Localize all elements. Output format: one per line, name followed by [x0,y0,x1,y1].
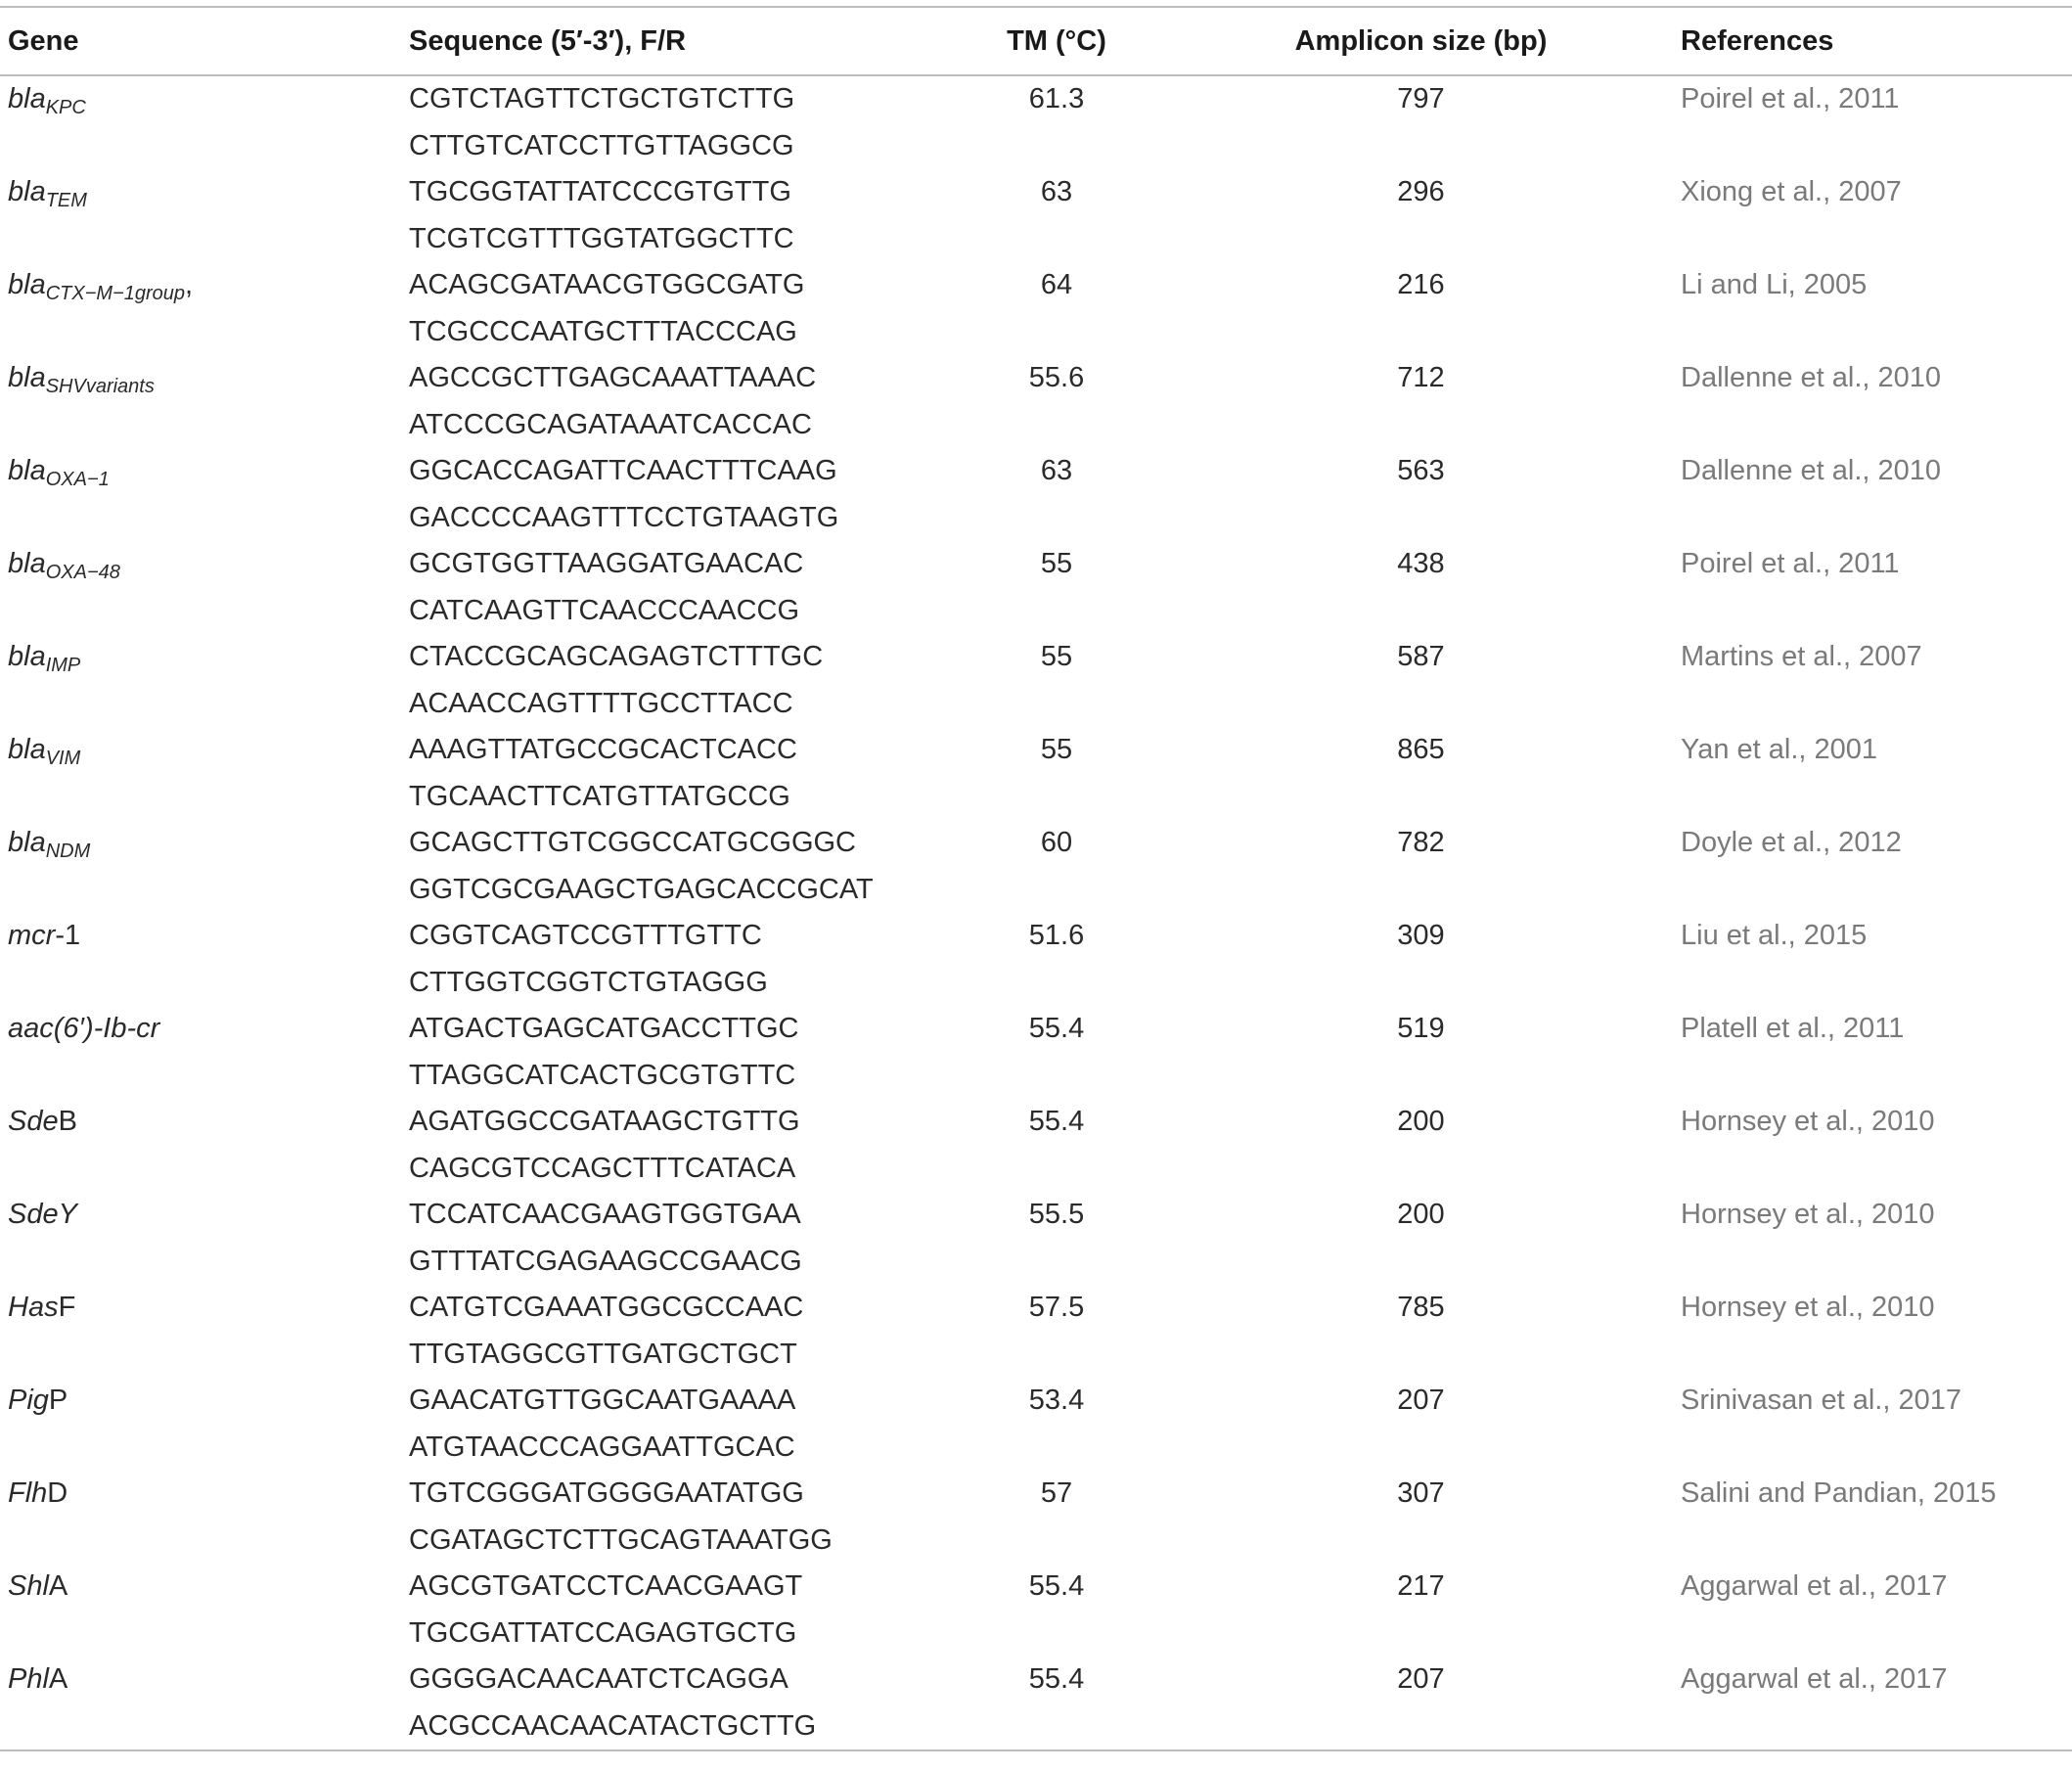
table-row-reverse [0,1239,2072,1286]
gene-name-italic: bla [8,269,46,301]
reference-cell-empty [1673,216,2072,263]
gene-name-italic: bla [8,455,46,487]
gene-cell-empty [0,123,401,170]
tm-cell: 51.6 [1028,920,1085,952]
gene-cell [0,262,401,309]
tm-cell-empty [944,1146,1169,1193]
gene-cell [0,820,401,867]
gene-subscript: VIM [45,748,81,770]
tm-cell: 63 [1040,455,1073,487]
gene-name-italic: bla [8,734,46,766]
gene-name-italic: Phl [8,1663,49,1696]
gene-cell [0,727,401,774]
reference-cell: Hornsey et al., 2010 [1681,1292,1935,1324]
gene-cell [0,1657,401,1703]
sequence-forward: GGCACCAGATTCAACTTTCAAG [409,455,837,487]
gene-subscript: IMP [45,655,81,677]
amplicon-cell: 782 [1397,827,1445,859]
reference-cell: Hornsey et al., 2010 [1681,1199,1935,1231]
gene-name-italic: Shl [8,1570,49,1603]
gene-name-plain: P [48,1385,68,1417]
gene-cell-empty [0,681,401,728]
amplicon-cell-empty [1169,681,1673,728]
gene-subscript: CTX−M−1group [45,283,185,305]
gene-name-italic: mcr [8,920,56,952]
gene-subscript: OXA−1 [45,469,110,491]
sequence-forward: GAACATGTTGGCAATGAAAA [409,1385,796,1417]
sequence-forward: GCGTGGTTAAGGATGAACAC [409,548,804,580]
amplicon-cell-empty [1169,309,1673,356]
reference-cell: Poirel et al., 2011 [1681,548,1900,580]
table-row-reverse [0,123,2072,170]
header-references: References [1673,7,2072,75]
reference-cell-empty [1673,123,2072,170]
reference-cell: Martins et al., 2007 [1681,641,1922,673]
table-body [0,75,2072,1750]
tm-cell-empty [944,867,1169,914]
reference-cell: Dallenne et al., 2010 [1681,362,1942,394]
tm-cell: 55 [1040,641,1073,673]
gene-cell [0,1192,401,1239]
gene-cell [0,1006,401,1053]
sequence-reverse: TGCAACTTCATGTTATGCCG [409,780,790,812]
amplicon-cell-empty [1169,1146,1673,1193]
tm-cell-empty [944,774,1169,821]
gene-name-plain: -1 [55,920,81,952]
table-row [0,1657,2072,1703]
gene-cell-empty [0,1425,401,1472]
gene-name-plain: B [58,1106,77,1138]
sequence-reverse: TTAGGCATCACTGCGTGTTC [409,1059,796,1091]
gene-cell-empty [0,1053,401,1100]
table-row [0,262,2072,309]
gene-name-italic: Sde [8,1106,59,1138]
reference-cell-empty [1673,1518,2072,1565]
gene-cell-empty [0,1239,401,1286]
sequence-forward: AGCCGCTTGAGCAAATTAAAC [409,362,817,394]
sequence-reverse: GGTCGCGAAGCTGAGCACCGCAT [409,873,874,905]
sequence-forward: TGCGGTATTATCCCGTGTTG [409,176,791,208]
table-row-reverse [0,495,2072,542]
amplicon-cell: 207 [1397,1385,1445,1417]
tm-cell: 63 [1040,176,1073,208]
gene-name-plain: D [47,1477,68,1510]
sequence-reverse: TTGTAGGCGTTGATGCTGCT [409,1338,797,1370]
reference-cell-empty [1673,1053,2072,1100]
reference-cell: Li and Li, 2005 [1681,269,1868,301]
table-row [0,1006,2072,1053]
table-row [0,727,2072,774]
tm-cell: 60 [1040,827,1073,859]
amplicon-cell-empty [1169,123,1673,170]
tm-cell: 55.4 [1028,1570,1085,1603]
reference-cell-empty [1673,495,2072,542]
gene-cell [0,1099,401,1146]
header-tm: TM (°C) [944,7,1169,75]
amplicon-cell: 438 [1397,548,1445,580]
amplicon-cell-empty [1169,1611,1673,1657]
reference-cell-empty [1673,681,2072,728]
amplicon-cell-empty [1169,1518,1673,1565]
table-row-reverse [0,1053,2072,1100]
reference-cell-empty [1673,402,2072,449]
gene-cell-empty [0,1703,401,1751]
gene-cell [0,1285,401,1332]
tm-cell-empty [944,402,1169,449]
reference-cell-empty [1673,1425,2072,1472]
header-gene: Gene [0,7,401,75]
gene-name-italic: SdeY [8,1199,77,1231]
table-row [0,541,2072,588]
amplicon-cell-empty [1169,1703,1673,1751]
table-row-reverse [0,588,2072,635]
table-row-reverse [0,309,2072,356]
reference-cell: Srinivasan et al., 2017 [1681,1385,1961,1417]
gene-name-italic: bla [8,176,46,208]
table-row-reverse [0,216,2072,263]
reference-cell: Poirel et al., 2011 [1681,83,1900,115]
gene-cell-empty [0,867,401,914]
gene-name-italic: Flh [8,1477,48,1510]
sequence-forward: CTACCGCAGCAGAGTCTTTGC [409,641,824,673]
amplicon-cell-empty [1169,960,1673,1007]
tm-cell-empty [944,495,1169,542]
amplicon-cell-empty [1169,588,1673,635]
table-row [0,1285,2072,1332]
reference-cell-empty [1673,1146,2072,1193]
amplicon-cell: 217 [1397,1570,1445,1603]
amplicon-cell-empty [1169,1239,1673,1286]
gene-cell-empty [0,1611,401,1657]
tm-cell-empty [944,1703,1169,1751]
amplicon-cell: 785 [1397,1292,1445,1324]
table-row [0,355,2072,402]
gene-name-italic: bla [8,548,46,580]
tm-cell: 55.5 [1028,1199,1085,1231]
amplicon-cell: 712 [1397,362,1445,394]
sequence-reverse: ACAACCAGTTTTGCCTTACC [409,687,793,719]
tm-cell-empty [944,1053,1169,1100]
amplicon-cell-empty [1169,1332,1673,1379]
gene-subscript: KPC [45,97,86,119]
sequence-reverse: CTTGGTCGGTCTGTAGGG [409,966,768,998]
gene-cell-empty [0,495,401,542]
sequence-forward: GGGGACAACAATCTCAGGA [409,1663,788,1696]
table-row-reverse [0,1425,2072,1472]
table-row-reverse [0,960,2072,1007]
table-row [0,634,2072,681]
gene-name-italic: aac(6′)-Ib-cr [8,1013,160,1045]
gene-name-italic: bla [8,827,46,859]
tm-cell-empty [944,1239,1169,1286]
tm-cell-empty [944,1332,1169,1379]
sequence-reverse: CATCAAGTTCAACCCAACCG [409,594,800,626]
gene-cell-empty [0,402,401,449]
reference-cell: Doyle et al., 2012 [1681,827,1902,859]
table-row-reverse [0,1332,2072,1379]
sequence-forward: TGTCGGGATGGGGAATATGG [409,1477,804,1510]
gene-name-plain: A [48,1570,68,1603]
gene-cell-empty [0,1332,401,1379]
gene-cell-empty [0,216,401,263]
gene-cell [0,1564,401,1611]
gene-cell [0,355,401,402]
sequence-reverse: CGATAGCTCTTGCAGTAAATGG [409,1523,833,1556]
gene-name-plain: , [185,269,194,301]
gene-name-italic: Pig [8,1385,49,1417]
reference-cell-empty [1673,1611,2072,1657]
table-row [0,1564,2072,1611]
tm-cell: 57 [1040,1477,1073,1510]
reference-cell-empty [1673,1239,2072,1286]
primer-table [0,6,2072,1751]
header-row [0,7,2072,75]
tm-cell: 64 [1040,269,1073,301]
gene-cell [0,1471,401,1518]
sequence-reverse: CTTGTCATCCTTGTTAGGCG [409,129,794,161]
reference-cell-empty [1673,867,2072,914]
sequence-forward: GCAGCTTGTCGGCCATGCGGGC [409,827,857,859]
table-row [0,1471,2072,1518]
tm-cell-empty [944,681,1169,728]
sequence-forward: ACAGCGATAACGTGGCGATG [409,269,805,301]
sequence-reverse: TCGCCCAATGCTTTACCCAG [409,315,797,347]
gene-name-plain: A [48,1663,68,1696]
tm-cell: 55.4 [1028,1663,1085,1696]
sequence-reverse: TCGTCGTTTGGTATGGCTTC [409,222,794,254]
gene-name-plain: F [58,1292,76,1324]
tm-cell-empty [944,960,1169,1007]
gene-cell-empty [0,309,401,356]
table-row [0,1192,2072,1239]
sequence-forward: CGTCTAGTTCTGCTGTCTTG [409,83,795,115]
table-row-reverse [0,1611,2072,1657]
reference-cell-empty [1673,774,2072,821]
tm-cell: 55 [1040,734,1073,766]
tm-cell: 57.5 [1028,1292,1085,1324]
sequence-reverse: ATCCCGCAGATAAATCACCAC [409,408,812,440]
gene-cell-empty [0,588,401,635]
gene-cell [0,541,401,588]
amplicon-cell-empty [1169,1053,1673,1100]
table-row-reverse [0,402,2072,449]
reference-cell-empty [1673,1332,2072,1379]
tm-cell-empty [944,588,1169,635]
tm-cell-empty [944,1518,1169,1565]
gene-name-italic: bla [8,362,46,394]
amplicon-cell: 865 [1397,734,1445,766]
amplicon-cell: 200 [1397,1106,1445,1138]
tm-cell-empty [944,309,1169,356]
gene-cell [0,913,401,960]
gene-subscript: OXA−48 [45,562,120,584]
tm-cell: 61.3 [1028,83,1085,115]
table-row-reverse [0,1518,2072,1565]
gene-cell [0,634,401,681]
sequence-forward: CGGTCAGTCCGTTTGTTC [409,920,762,952]
amplicon-cell-empty [1169,495,1673,542]
tm-cell: 55 [1040,548,1073,580]
table-row [0,1099,2072,1146]
sequence-forward: AGCGTGATCCTCAACGAAGT [409,1570,803,1603]
table-row-reverse [0,1703,2072,1751]
tm-cell-empty [944,123,1169,170]
gene-subscript: TEM [45,190,87,212]
tm-cell: 55.6 [1028,362,1085,394]
table-row [0,1378,2072,1425]
amplicon-cell-empty [1169,402,1673,449]
amplicon-cell: 797 [1397,83,1445,115]
reference-cell: Aggarwal et al., 2017 [1681,1663,1948,1696]
amplicon-cell: 309 [1397,920,1445,952]
gene-cell-empty [0,960,401,1007]
reference-cell-empty [1673,309,2072,356]
table-row [0,448,2072,495]
sequence-forward: ATGACTGAGCATGACCTTGC [409,1013,799,1045]
sequence-reverse: CAGCGTCCAGCTTTCATACA [409,1152,796,1184]
sequence-forward: TCCATCAACGAAGTGGTGAA [409,1199,801,1231]
tm-cell-empty [944,1425,1169,1472]
gene-name-italic: bla [8,83,46,115]
tm-cell: 55.4 [1028,1106,1085,1138]
gene-cell [0,75,401,123]
reference-cell: Yan et al., 2001 [1681,734,1878,766]
gene-cell [0,169,401,216]
amplicon-cell-empty [1169,867,1673,914]
amplicon-cell: 296 [1397,176,1445,208]
tm-cell: 55.4 [1028,1013,1085,1045]
reference-cell: Aggarwal et al., 2017 [1681,1570,1948,1603]
gene-name-italic: Has [8,1292,59,1324]
gene-subscript: SHVvariants [45,376,155,398]
tm-cell-empty [944,216,1169,263]
reference-cell-empty [1673,588,2072,635]
amplicon-cell: 563 [1397,455,1445,487]
reference-cell: Liu et al., 2015 [1681,920,1868,952]
amplicon-cell-empty [1169,1425,1673,1472]
sequence-reverse: TGCGATTATCCAGAGTGCTG [409,1616,797,1649]
table-row [0,820,2072,867]
reference-cell: Xiong et al., 2007 [1681,176,1902,208]
sequence-reverse: GACCCCAAGTTTCCTGTAAGTG [409,501,839,533]
sequence-forward: AAAGTTATGCCGCACTCACC [409,734,797,766]
reference-cell: Dallenne et al., 2010 [1681,455,1942,487]
sequence-reverse: ACGCCAACAACATACTGCTTG [401,1703,944,1751]
table-row [0,75,2072,123]
gene-cell-empty [0,1518,401,1565]
gene-name-italic: bla [8,641,46,673]
gene-subscript: NDM [45,840,91,863]
gene-cell [0,1378,401,1425]
reference-cell: Salini and Pandian, 2015 [1681,1477,1997,1510]
table-row [0,913,2072,960]
sequence-reverse: GTTTATCGAGAAGCCGAACG [409,1245,802,1277]
sequence-forward: CATGTCGAAATGGCGCCAAC [409,1292,804,1324]
gene-cell [0,448,401,495]
amplicon-cell: 216 [1397,269,1445,301]
tm-cell-empty [944,1611,1169,1657]
amplicon-cell: 307 [1397,1477,1445,1510]
table-row-reverse [0,1146,2072,1193]
amplicon-cell: 207 [1397,1663,1445,1696]
tm-cell: 53.4 [1028,1385,1085,1417]
sequence-reverse: ATGTAACCCAGGAATTGCAC [409,1430,795,1463]
reference-cell-empty [1673,1703,2072,1751]
amplicon-cell: 200 [1397,1199,1445,1231]
table-header [0,7,2072,75]
amplicon-cell-empty [1169,216,1673,263]
gene-cell-empty [0,774,401,821]
header-sequence: Sequence (5′-3′), F/R [401,7,944,75]
reference-cell-empty [1673,960,2072,1007]
reference-cell: Platell et al., 2011 [1681,1013,1905,1045]
table-row-reverse [0,681,2072,728]
table-row-reverse [0,867,2072,914]
table-row-reverse [0,774,2072,821]
amplicon-cell-empty [1169,774,1673,821]
reference-cell: Hornsey et al., 2010 [1681,1106,1935,1138]
gene-cell-empty [0,1146,401,1193]
amplicon-cell: 587 [1397,641,1445,673]
table-row [0,169,2072,216]
sequence-forward: AGATGGCCGATAAGCTGTTG [409,1106,800,1138]
header-amplicon: Amplicon size (bp) [1169,7,1673,75]
amplicon-cell: 519 [1397,1013,1445,1045]
